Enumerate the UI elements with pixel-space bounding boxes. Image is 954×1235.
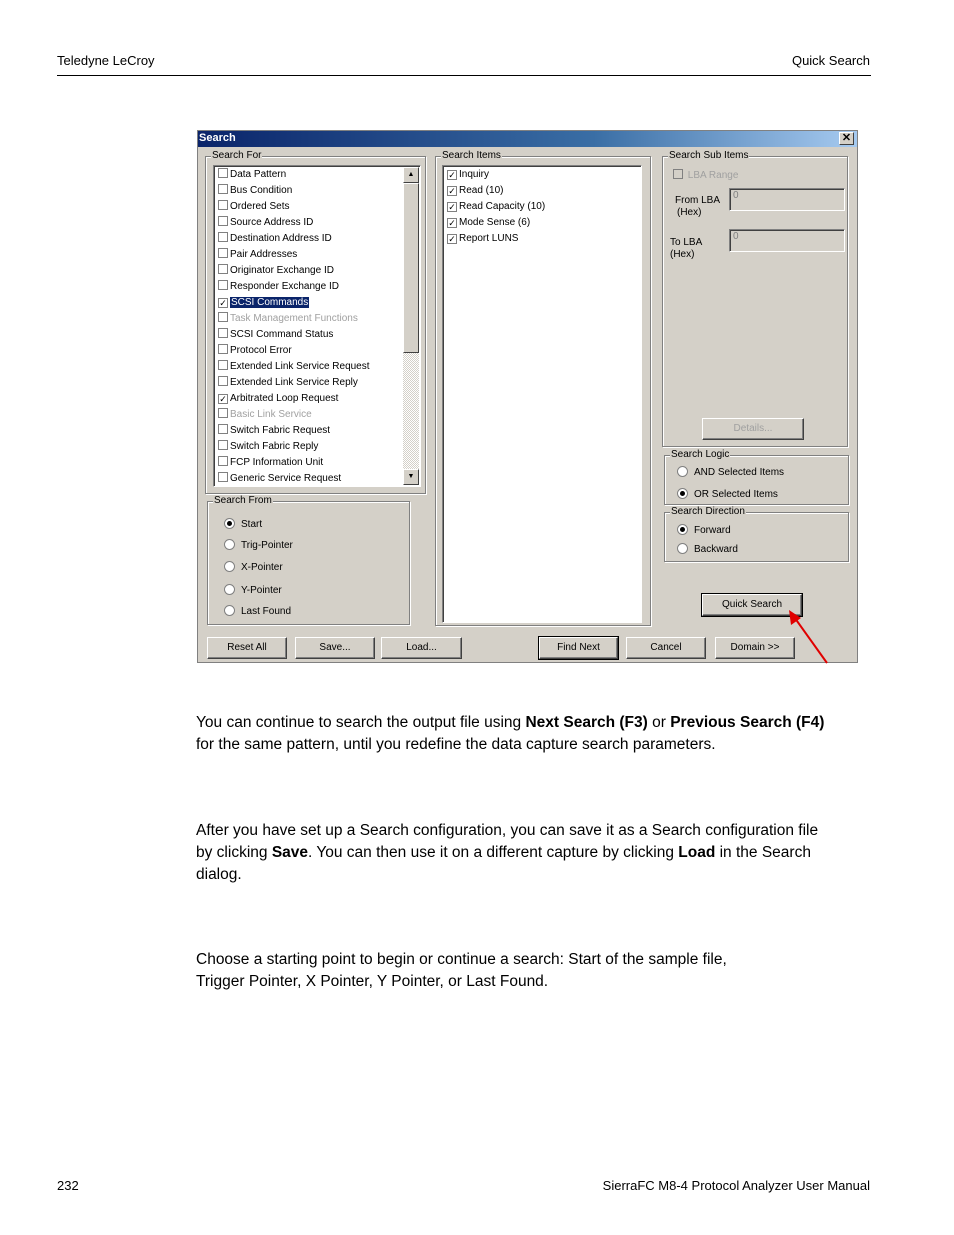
search-logic-legend: Search Logic [671, 449, 730, 460]
checkbox-icon[interactable] [218, 216, 228, 226]
search-for-list-item[interactable] [218, 375, 358, 391]
search-for-item-label: Responder Exchange ID [230, 281, 339, 292]
search-for-list-item[interactable] [218, 343, 292, 359]
search-for-legend: Search For [212, 150, 262, 161]
radio-start[interactable]: Start [224, 518, 262, 531]
search-logic-group [664, 449, 849, 505]
search-items-item-label: Read (10) [459, 185, 504, 196]
checkbox-icon[interactable] [218, 424, 228, 434]
search-items-list-item[interactable] [447, 199, 545, 215]
search-items-list-item[interactable] [447, 167, 489, 183]
domain-button[interactable]: Domain >> [715, 637, 795, 659]
search-for-item-label: Extended Link Service Request [230, 361, 370, 372]
header-left: Teledyne LeCroy [57, 53, 155, 68]
search-for-list-item[interactable] [218, 215, 313, 231]
checkbox-icon[interactable] [218, 456, 228, 466]
search-sub-items-group [662, 150, 848, 447]
paragraph-save-config: After you have set up a Search configuration, you can save it as a Search configuration file by clicking Save. You can then use it on a different capture by clicking Load in the Search dialog. [196, 822, 819, 883]
search-for-list-item[interactable] [218, 327, 333, 343]
checkbox-icon[interactable] [218, 312, 228, 322]
details-button[interactable]: Details... [702, 418, 804, 440]
to-lba-input[interactable]: 0 [729, 229, 845, 252]
load-term: Load [678, 844, 716, 861]
radio-or-selected[interactable]: OR Selected Items [677, 488, 778, 501]
search-items-item-label: Mode Sense (6) [459, 217, 531, 228]
search-items-list-item[interactable] [447, 215, 530, 231]
footer-page-number: 232 [57, 1178, 79, 1193]
search-for-list-item[interactable] [218, 263, 334, 279]
checkbox-icon[interactable] [218, 440, 228, 450]
search-items-item-label: Inquiry [459, 169, 490, 180]
search-for-list-item[interactable] [218, 391, 338, 407]
checkbox-checked-icon[interactable]: ✓ [448, 202, 456, 212]
load-button[interactable]: Load... [381, 637, 462, 659]
checkbox-checked-icon[interactable]: ✓ [219, 394, 227, 404]
search-for-item-label: Source Address ID [230, 217, 314, 228]
save-term: Save [271, 844, 309, 861]
radio-y-pointer[interactable]: Y-Pointer [224, 584, 282, 597]
search-for-list-item[interactable] [218, 231, 332, 247]
checkbox-icon[interactable] [218, 168, 228, 178]
search-items-item-label: Read Capacity (10) [459, 201, 546, 212]
checkbox-checked-icon[interactable]: ✓ [448, 218, 456, 228]
search-for-item-label: Destination Address ID [230, 233, 332, 244]
scroll-up-icon[interactable]: ▲ [403, 167, 419, 183]
checkbox-icon[interactable] [218, 344, 228, 354]
checkbox-icon[interactable] [218, 328, 228, 338]
search-for-item-label: Originator Exchange ID [230, 265, 334, 276]
search-for-item-label: Protocol Error [230, 345, 292, 356]
radio-icon [677, 543, 688, 554]
scroll-thumb[interactable] [403, 183, 419, 353]
search-items-group [435, 150, 651, 626]
search-sub-items-legend: Search Sub Items [669, 150, 749, 161]
from-lba-hex-label: (Hex) [677, 207, 702, 218]
search-for-list-item[interactable] [218, 247, 297, 263]
footer-manual-title: SierraFC M8-4 Protocol Analyzer User Manual [602, 1178, 870, 1193]
search-items-list[interactable] [442, 165, 642, 623]
search-for-list-item[interactable] [218, 183, 292, 199]
search-from-group [207, 495, 410, 625]
search-for-list-item[interactable] [218, 199, 289, 215]
checkbox-icon[interactable] [218, 408, 228, 418]
search-for-item-label: SCSI Commands [231, 297, 309, 308]
search-for-item-label: Switch Fabric Reply [230, 441, 319, 452]
search-for-item-label: SCSI Command Status [230, 329, 334, 340]
quick-search-button[interactable]: Quick Search [702, 594, 802, 616]
search-for-item-label: Extended Link Service Reply [230, 377, 358, 388]
radio-trig-pointer[interactable]: Trig-Pointer [224, 539, 293, 552]
radio-selected-icon [224, 518, 235, 529]
search-for-list-item[interactable] [218, 167, 286, 183]
paragraph-starting-point: Choose a starting point to begin or continue a search: Start of the sample file, Trigger Pointer, X Pointer, Y Pointer, or Last Found. [196, 951, 727, 990]
radio-last-found[interactable]: Last Found [224, 605, 291, 618]
checkbox-icon[interactable] [218, 248, 228, 258]
to-lba-label: To LBA [670, 237, 703, 248]
checkbox-checked-icon[interactable]: ✓ [448, 186, 456, 196]
scroll-down-icon[interactable]: ▼ [403, 469, 419, 485]
search-for-list-item[interactable] [218, 455, 323, 471]
checkbox-icon[interactable] [218, 376, 228, 386]
search-items-item-label: Report LUNS [459, 233, 519, 244]
reset-all-button[interactable]: Reset All [207, 637, 287, 659]
close-icon[interactable]: ✕ [839, 132, 854, 145]
radio-forward[interactable]: Forward [677, 524, 731, 537]
from-lba-input[interactable]: 0 [729, 188, 845, 211]
radio-selected-icon [677, 488, 688, 499]
search-for-list-item[interactable] [218, 359, 370, 375]
search-direction-group [664, 506, 849, 562]
checkbox-icon[interactable] [218, 232, 228, 242]
search-items-legend: Search Items [442, 150, 501, 161]
search-for-item-label: Arbitrated Loop Request [230, 393, 339, 404]
checkbox-icon[interactable] [218, 280, 228, 290]
search-for-item-label: Basic Link Service [230, 409, 312, 420]
radio-x-pointer[interactable]: X-Pointer [224, 561, 283, 574]
search-for-item-label: Switch Fabric Request [230, 425, 331, 436]
find-next-button[interactable]: Find Next [539, 637, 618, 659]
radio-and-selected[interactable]: AND Selected Items [677, 466, 784, 479]
radio-backward[interactable]: Backward [677, 543, 738, 556]
radio-selected-icon [677, 524, 688, 535]
paragraph-next-search: You can continue to search the output file using Next Search (F3) or Previous Search (F4) for the same pattern, until you redefine the data capture search parameters. [196, 714, 825, 753]
search-for-item-label: FCP Information Unit [230, 457, 324, 468]
to-lba-hex-label: (Hex) [670, 249, 695, 260]
search-for-list-item[interactable] [218, 439, 318, 455]
search-for-group [205, 150, 426, 494]
radio-icon [224, 584, 235, 595]
search-for-item-label: Task Management Functions [230, 313, 358, 324]
dialog-titlebar [198, 131, 857, 147]
from-lba-label: From LBA [675, 195, 721, 206]
radio-icon [224, 605, 235, 616]
radio-icon [677, 466, 688, 477]
search-direction-legend: Search Direction [671, 506, 745, 517]
search-items-list-item[interactable] [447, 183, 503, 199]
checkbox-icon[interactable] [218, 360, 228, 370]
checkbox-icon[interactable] [218, 264, 228, 274]
search-for-item-label: Ordered Sets [230, 201, 290, 212]
search-from-legend: Search From [214, 495, 272, 506]
search-for-list-item[interactable] [218, 295, 309, 311]
save-button[interactable]: Save... [295, 637, 375, 659]
search-for-list-item[interactable] [218, 471, 341, 487]
header-rule [57, 75, 871, 76]
search-for-list-item[interactable] [218, 423, 330, 439]
checkbox-checked-icon[interactable]: ✓ [448, 170, 456, 180]
cancel-button[interactable]: Cancel [626, 637, 706, 659]
radio-icon [224, 539, 235, 550]
search-for-scrollbar[interactable] [403, 167, 419, 485]
checkbox-icon [673, 169, 683, 179]
lba-range-checkbox[interactable]: LBA Range [673, 169, 738, 182]
annotation-arrow-icon [783, 609, 833, 665]
search-items-list-item[interactable] [447, 231, 518, 247]
dialog-title: Search [199, 132, 236, 144]
checkbox-icon[interactable] [218, 472, 228, 482]
previous-search-term: Previous Search (F4) [670, 714, 825, 731]
checkbox-icon[interactable] [218, 184, 228, 194]
search-for-list-item[interactable] [218, 311, 358, 327]
radio-icon [224, 561, 235, 572]
search-for-item-label: Pair Addresses [230, 249, 298, 260]
search-for-item-label: Generic Service Request [230, 473, 342, 484]
search-for-list-item[interactable] [218, 407, 312, 423]
header-right: Quick Search [791, 53, 870, 68]
search-dialog [197, 130, 858, 663]
search-for-item-label: Bus Condition [230, 185, 293, 196]
checkbox-icon[interactable] [218, 200, 228, 210]
search-for-list[interactable] [213, 165, 421, 487]
next-search-term: Next Search (F3) [525, 714, 648, 731]
checkbox-checked-icon[interactable]: ✓ [448, 234, 456, 244]
checkbox-checked-icon[interactable]: ✓ [219, 298, 227, 308]
search-for-list-item[interactable] [218, 279, 339, 295]
search-for-item-label: Data Pattern [230, 169, 287, 180]
